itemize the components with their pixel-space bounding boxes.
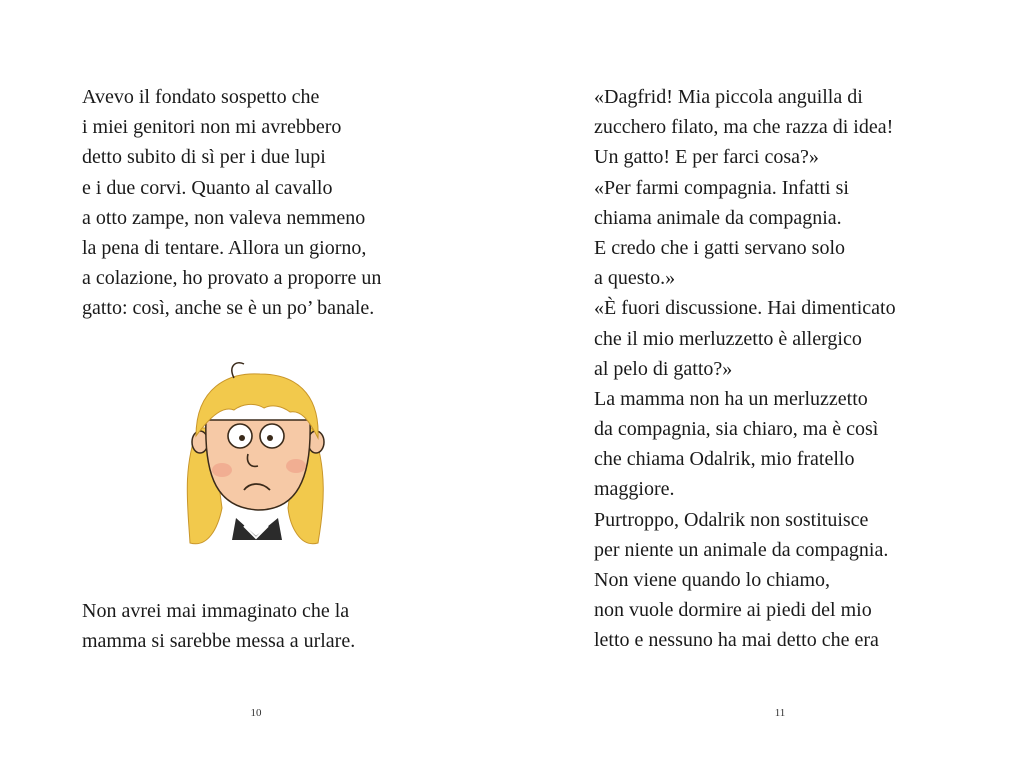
- text-line: per niente un animale da compagnia.: [594, 538, 889, 561]
- text-line: gatto: così, anche se è un po’ banale.: [82, 297, 375, 320]
- text-line: Non avrei mai immaginato che la: [82, 600, 350, 622]
- text-line: a questo.»: [594, 267, 676, 290]
- text-line: da compagnia, sia chiaro, ma è così: [594, 418, 879, 441]
- text-line: zucchero filato, ma che razza di idea!: [594, 116, 894, 139]
- text-line: al pelo di gatto?»: [594, 357, 733, 380]
- text-line: che il mio merluzzetto è allergico: [594, 327, 862, 350]
- left-top-paragraph: [82, 82, 381, 324]
- text-line: i miei genitori non mi avrebbero: [82, 116, 342, 139]
- text-line: letto e nessuno ha mai detto che era: [594, 629, 879, 652]
- text-line: «Dagfrid! Mia piccola anguilla di: [594, 86, 863, 108]
- text-line: chiama animale da compagnia.: [594, 206, 842, 229]
- text-line: a otto zampe, non valeva nemmeno: [82, 206, 366, 229]
- text-line: Avevo il fondato sospetto che: [82, 86, 320, 108]
- right-page: [512, 0, 1024, 778]
- text-line: maggiore.: [594, 478, 675, 501]
- right-text-block: [594, 82, 896, 656]
- text-line: Non viene quando lo chiamo,: [594, 569, 831, 591]
- text-line: «Per farmi compagnia. Infatti si: [594, 176, 849, 199]
- text-line: Purtroppo, Odalrik non sostituisce: [594, 508, 869, 531]
- text-line: mamma si sarebbe messa a urlare.: [82, 630, 356, 653]
- text-line: non vuole dormire ai piedi del mio: [594, 599, 872, 622]
- left-bottom-paragraph: [82, 596, 355, 656]
- text-line: la pena di tentare. Allora un giorno,: [82, 236, 367, 259]
- text-line: Un gatto! E per farci cosa?»: [594, 146, 819, 169]
- text-line: detto subito di sì per i due lupi: [82, 146, 326, 169]
- text-line: E credo che i gatti servano solo: [594, 236, 846, 259]
- page-number: 10: [250, 707, 262, 719]
- page-number: 11: [774, 707, 786, 719]
- text-line: e i due corvi. Quanto al cavallo: [82, 176, 333, 199]
- text-line: La mamma non ha un merluzzetto: [594, 387, 868, 410]
- text-line: a colazione, ho provato a proporre un: [82, 267, 382, 290]
- text-line: che chiama Odalrik, mio fratello: [594, 448, 855, 471]
- girl-face-illustration: [178, 358, 338, 554]
- text-line: «È fuori discussione. Hai dimenticato: [594, 297, 896, 320]
